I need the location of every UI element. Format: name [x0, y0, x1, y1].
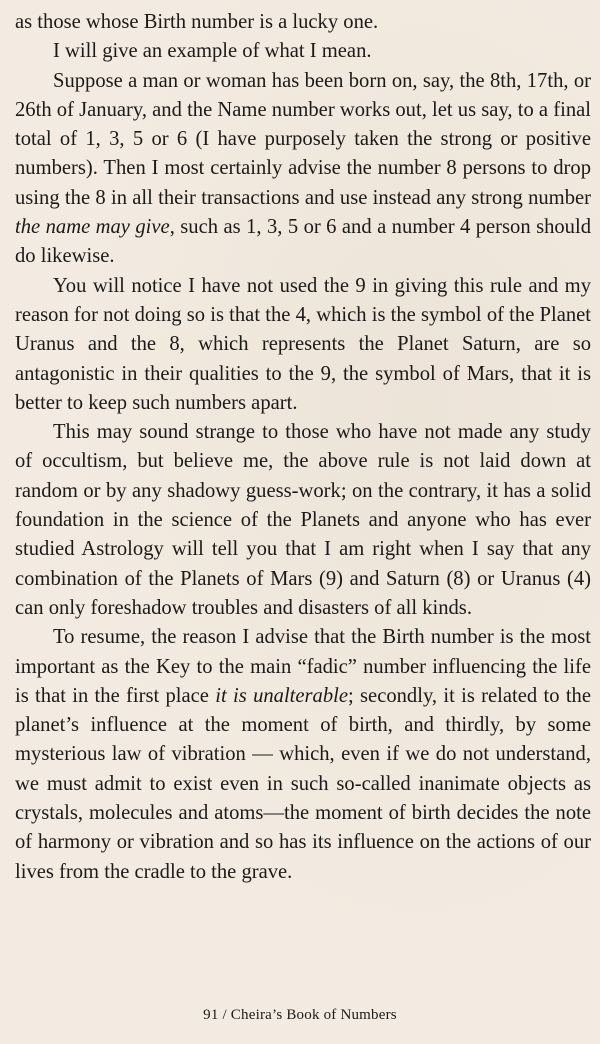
text-run: This may sound strange to those who have not made any study of occultism, but believe me, the above rule is not laid down at random or by any shadowy guess-work; on the contrary, it has a solid foundation in the science of the Planets and anyone who has ever studied Astrology will tell you that I am right when I say that any combination of the Planets of Mars (9) and Saturn (8) or Uranus (4) can only foreshadow troubles and disasters of all kinds. — [15, 421, 591, 619]
body-text — [15, 8, 591, 887]
text-run: You will notice I have not used the 9 in giving this rule and my reason for not doing so is that the 4, which is the symbol of the Planet Uranus and the 8, which represents the Planet Saturn, are so antagonistic in their qualities to the 9, the symbol of Mars, that it is better to keep such numbers apart. — [15, 274, 591, 414]
page-footer: 91 / Cheira’s Book of Numbers — [203, 1007, 397, 1023]
paragraph — [15, 37, 591, 66]
italic-text-run: the name may give — [15, 216, 170, 239]
text-run: To resume, the reason I advise that the Birth number is the most important as the Key to the main “fadic” number influencing the life is that in the first place — [15, 626, 591, 707]
italic-text-run: it is unalterable — [215, 684, 349, 707]
paragraph — [15, 623, 591, 887]
paragraph — [15, 67, 591, 272]
paragraph — [15, 8, 591, 37]
text-run: , such as 1, 3, 5 or 6 and a number 4 person should do likewise. — [15, 216, 591, 268]
text-run: Suppose a man or woman has been born on, say, the 8th, 17th, or 26th of January, and the Name number works out, let us say, to a final total of 1, 3, 5 or 6 (I have purposely taken the strong or positive numbers). Then I most certainly advise the number 8 persons to drop using the 8 in all their transactions and use instead any strong number — [15, 69, 591, 209]
text-run: as those whose Birth number is a lucky one. — [15, 11, 379, 33]
text-run: ; secondly, it is related to the planet’s influence at the moment of birth, and thirdly, by some mysterious law of vibration — which, even if we do not understand, we must admit to exist even in such so-called inanimate objects as crystals, molecules and atoms—the moment of birth decides the note of harmony or vibration and so has its influence on the actions of our lives from the cradle to the grave. — [15, 684, 591, 883]
text-run: I will give an example of what I mean. — [53, 40, 372, 63]
paragraph — [15, 272, 591, 418]
paragraph — [15, 418, 591, 623]
